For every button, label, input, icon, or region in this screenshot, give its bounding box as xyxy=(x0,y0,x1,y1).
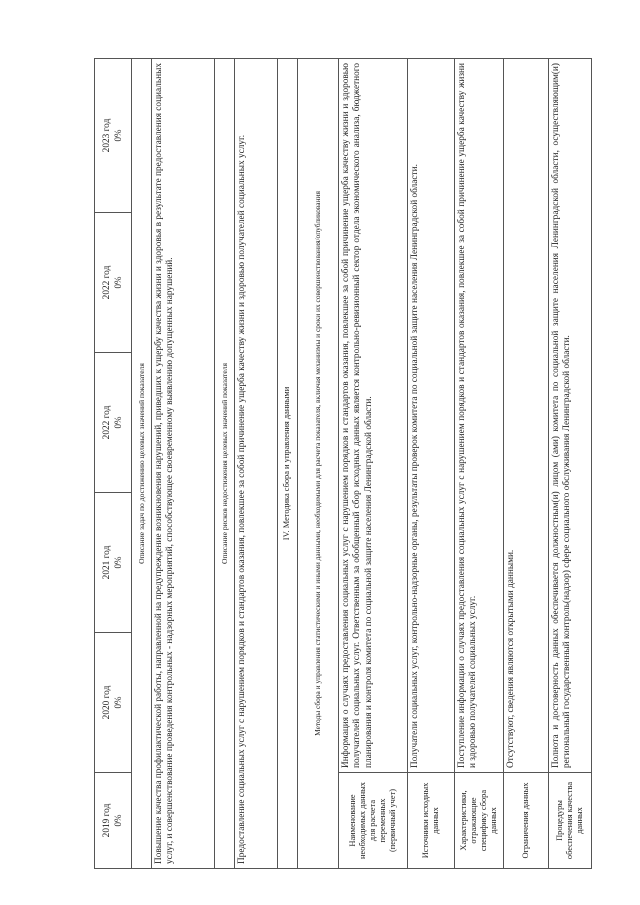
year-cell: 2022 год 0% xyxy=(95,353,132,493)
row-text: Полнота и достоверность данных обеспечивается должностным(и) лицом (ами) комитета по социальной защите населения Ленинградской области, осуществляющим(и) региональный государственный контроль(надзор) сфере социального обслуживания Ленинградской области. xyxy=(549,59,592,773)
row-label: Характеристики, отражающие специфику сбора данных xyxy=(455,773,504,869)
indicator-table xyxy=(94,58,592,869)
tasks-header-row xyxy=(132,59,152,869)
row-label: Ограничения данных xyxy=(504,773,549,869)
table-row xyxy=(455,59,504,869)
row-text: Информация о случаях предоставления социальных услуг с нарушением порядков и стандартов оказания, повлекшее за собой причинение ущерба качеству жизни и здоровью получателей социальных услуг. Ответственным за обобщенный сбор исходных данных является контрольно-ревизионный сектор отдела экономического анализа, бюджетного планирования и контроля комитета по социальной защите населения Ленинградской области. xyxy=(339,59,408,773)
tasks-header: Описание задач по достижению целевых значений показателя xyxy=(132,59,152,869)
year-value: 0% xyxy=(113,276,124,289)
table-row xyxy=(339,59,408,869)
methods-header-row xyxy=(298,59,339,869)
row-text: Получатели социальных услуг, контрольно-надзорные органы, результаты проверок комитета по социальной защите населения Ленинградской области. xyxy=(408,59,455,773)
row-text: Отсутствуют, сведения являются открытыми данными. xyxy=(504,59,549,773)
row-label: Процедуры обеспечения качества данных xyxy=(549,773,592,869)
year-value: 0% xyxy=(113,556,124,569)
rotated-table-container xyxy=(94,59,594,869)
year-value: 0% xyxy=(113,416,124,429)
table-row xyxy=(408,59,455,869)
methods-header: Методы сбора и управления статистическими и иными данными, необходимыми для расчета показателя, включая механизмы и сроки их совершенствования/опубликования xyxy=(298,59,339,869)
year-values-row xyxy=(95,59,132,869)
year-cell: 2023 год 0% xyxy=(95,59,132,213)
row-text: Поступление информации о случаях предоставления социальных услуг с нарушением порядков и стандартов оказания, повлекшее за собой причинение ущерба качеству жизни и здоровью получателей социальных услуг. xyxy=(455,59,504,773)
row-label: Источники исходных данных xyxy=(408,773,455,869)
year-cell: 2021 год 0% xyxy=(95,493,132,633)
tasks-row xyxy=(152,59,215,869)
risks-header-row xyxy=(215,59,235,869)
year-value: 0% xyxy=(113,814,124,827)
year-value: 0% xyxy=(113,129,124,142)
risks-text: Предоставление социальных услуг с нарушением порядков и стандартов оказания, повлекшее за собой причинение ущерба качеству жизни и здоровью получателей социальных услуг. xyxy=(235,59,278,869)
year-cell: 2019 год 0% xyxy=(95,773,132,869)
section-title-row xyxy=(278,59,298,869)
year-cell: 2022 год 0% xyxy=(95,213,132,353)
table-row xyxy=(549,59,592,869)
year-cell: 2020 год 0% xyxy=(95,633,132,773)
row-label: Наименование необходимых данных для расчета переменных (первичный учет) xyxy=(339,773,408,869)
tasks-text: Повышение качества профилактической работы, направленной на предупреждение возникновения нарушений, приведших к ущербу качества жизни и здоровья в результате предоставления социальных услуг, и совершенствование проведения контрольных - надзорных мероприятий, способствующее своевременному выявлению допущенных нарушений. xyxy=(152,59,215,869)
section-title: IV. Методика сбора и управления данными xyxy=(278,59,298,869)
risks-row xyxy=(235,59,278,869)
table-row xyxy=(504,59,549,869)
year-value: 0% xyxy=(113,696,124,709)
risks-header: Описание рисков недостижения целевых значений показателя xyxy=(215,59,235,869)
